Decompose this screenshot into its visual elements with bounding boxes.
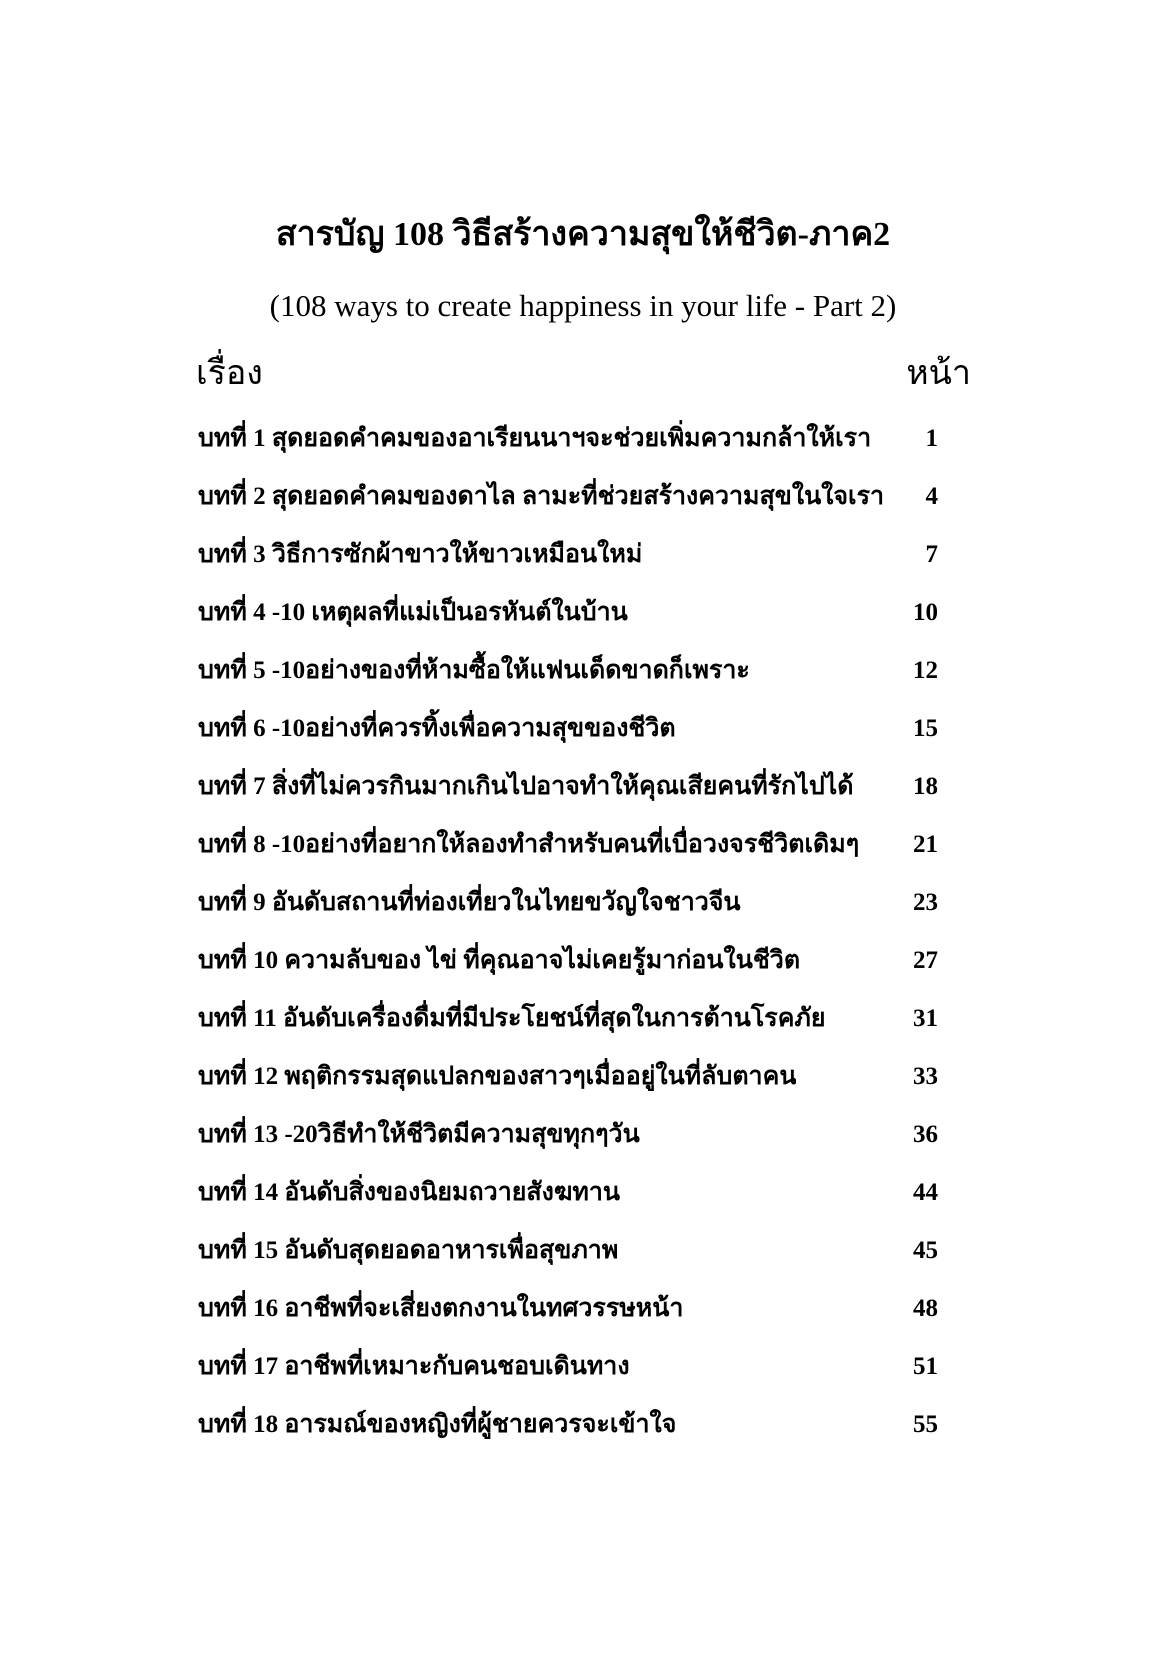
chapter-label: บทที่ 4: [198, 599, 266, 626]
toc-row: [198, 820, 946, 878]
page-number: 48: [913, 1295, 938, 1322]
toc-entry: [198, 472, 884, 522]
chapter-title: สิ่งที่ไม่ควรกินมากเกินไปอาจทำให้คุณเสียคนที่รักไปได้: [271, 773, 854, 800]
toc-entry: [198, 646, 750, 696]
toc-row: [198, 1168, 946, 1226]
toc-entry: [198, 588, 628, 638]
chapter-label: บทที่ 17: [198, 1353, 279, 1380]
toc-entry: [198, 820, 859, 870]
page-number: 55: [913, 1411, 938, 1438]
chapter-label: บทที่ 3: [198, 541, 266, 568]
page-number: 12: [913, 657, 938, 684]
chapter-title: สุดยอดคำคมของดาไล ลามะที่ช่วยสร้างความสุขในใจเรา: [271, 483, 885, 510]
chapter-title: สุดยอดคำคมของอาเรียนนาฯจะช่วยเพิ่มความกล้าให้เรา: [271, 425, 872, 452]
toc-row: [198, 762, 946, 820]
chapter-label: บทที่ 10: [198, 947, 279, 974]
chapter-title: -10อย่างของที่ห้ามซื้อให้แฟนเด็ดขาดก็เพราะ: [271, 657, 750, 684]
toc-entry: [198, 762, 854, 812]
chapter-label: บทที่ 2: [198, 483, 266, 510]
chapter-title: อาชีพที่จะเสี่ยงตกงานในทศวรรษหน้า: [284, 1295, 684, 1322]
toc-row: [198, 472, 946, 530]
page-subtitle: (108 ways to create happiness in your life - Part 2): [269, 288, 897, 323]
toc-row: [198, 646, 946, 704]
chapter-title: อันดับสุดยอดอาหารเพื่อสุขภาพ: [284, 1237, 619, 1264]
chapter-title: วิธีการซักผ้าขาวให้ขาวเหมือนใหม่: [271, 541, 643, 568]
toc-entry: [198, 1226, 618, 1276]
toc-entry: [198, 1052, 796, 1102]
chapter-title: อันดับเครื่องดื่มที่มีประโยชน์ที่สุดในการต้านโรคภัย: [282, 1005, 826, 1032]
page-number: 7: [925, 541, 938, 568]
column-header-topic: เรื่อง: [196, 355, 263, 392]
table-of-contents: [198, 414, 946, 1458]
chapter-title: -10อย่างที่อยากให้ลองทำสำหรับคนที่เบื่อวงจรชีวิตเดิมๆ: [271, 831, 860, 858]
page-number: 10: [913, 599, 938, 626]
toc-row: [198, 936, 946, 994]
toc-entry: [198, 1168, 620, 1218]
page-number: 33: [913, 1063, 938, 1090]
page-number: 18: [913, 773, 938, 800]
toc-row: [198, 878, 946, 936]
page-number: 1: [925, 425, 938, 452]
chapter-title: อารมณ์ของหญิงที่ผู้ชายควรจะเข้าใจ: [284, 1411, 677, 1438]
toc-entry: [198, 414, 871, 464]
toc-row: [198, 1284, 946, 1342]
chapter-label: บทที่ 12: [198, 1063, 279, 1090]
chapter-label: บทที่ 14: [198, 1179, 279, 1206]
chapter-label: บทที่ 16: [198, 1295, 279, 1322]
chapter-label: บทที่ 7: [198, 773, 266, 800]
chapter-title: อันดับสิ่งของนิยมถวายสังฆทาน: [284, 1179, 621, 1206]
chapter-label: บทที่ 5: [198, 657, 266, 684]
toc-entry: [198, 994, 826, 1044]
toc-entry: [198, 704, 676, 754]
toc-row: [198, 704, 946, 762]
page-number: 4: [925, 483, 938, 510]
toc-row: [198, 530, 946, 588]
page-number: 31: [913, 1005, 938, 1032]
page-number: 45: [913, 1237, 938, 1264]
toc-entry: [198, 1400, 676, 1450]
chapter-label: บทที่ 1: [198, 425, 266, 452]
page-number: 21: [913, 831, 938, 858]
chapter-label: บทที่ 6: [198, 715, 266, 742]
chapter-title: อันดับสถานที่ท่องเที่ยวในไทยขวัญใจชาวจีน: [271, 889, 741, 916]
toc-entry: [198, 936, 800, 986]
chapter-label: บทที่ 8: [198, 831, 266, 858]
toc-row: [198, 1052, 946, 1110]
toc-entry: [198, 1284, 683, 1334]
page-number: 15: [913, 715, 938, 742]
chapter-label: บทที่ 18: [198, 1411, 279, 1438]
page-number: 36: [913, 1121, 938, 1148]
column-header-page: หน้า: [906, 355, 971, 392]
toc-row: [198, 414, 946, 472]
chapter-title: -10อย่างที่ควรทิ้งเพื่อความสุขของชีวิต: [271, 715, 676, 742]
toc-entry: [198, 530, 642, 580]
toc-row: [198, 1400, 946, 1458]
toc-row: [198, 994, 946, 1052]
toc-row: [198, 1226, 946, 1284]
chapter-title: อาชีพที่เหมาะกับคนชอบเดินทาง: [284, 1353, 630, 1380]
toc-row: [198, 1342, 946, 1400]
chapter-label: บทที่ 15: [198, 1237, 279, 1264]
toc-row: [198, 588, 946, 646]
toc-row: [198, 1110, 946, 1168]
page-number: 51: [913, 1353, 938, 1380]
chapter-title: -10 เหตุผลที่แม่เป็นอรหันต์ในบ้าน: [271, 599, 628, 626]
toc-entry: [198, 1342, 630, 1392]
chapter-label: บทที่ 9: [198, 889, 266, 916]
page-number: 27: [913, 947, 938, 974]
page-title: สารบัญ 108 วิธีสร้างความสุขให้ชีวิต-ภาค2: [275, 216, 891, 253]
page-number: 44: [913, 1179, 938, 1206]
page-number: 23: [913, 889, 938, 916]
chapter-title: พฤติกรรมสุดแปลกของสาวๆเมื่ออยู่ในที่ลับตาคน: [284, 1063, 797, 1090]
chapter-title: ความลับของ ไข่ ที่คุณอาจไม่เคยรู้มาก่อนในชีวิต: [284, 947, 801, 974]
toc-entry: [198, 878, 741, 928]
chapter-label: บทที่ 11: [198, 1005, 277, 1032]
toc-entry: [198, 1110, 640, 1160]
chapter-label: บทที่ 13: [198, 1121, 279, 1148]
chapter-title: -20วิธีทำให้ชีวิตมีความสุขทุกๆวัน: [284, 1121, 640, 1148]
